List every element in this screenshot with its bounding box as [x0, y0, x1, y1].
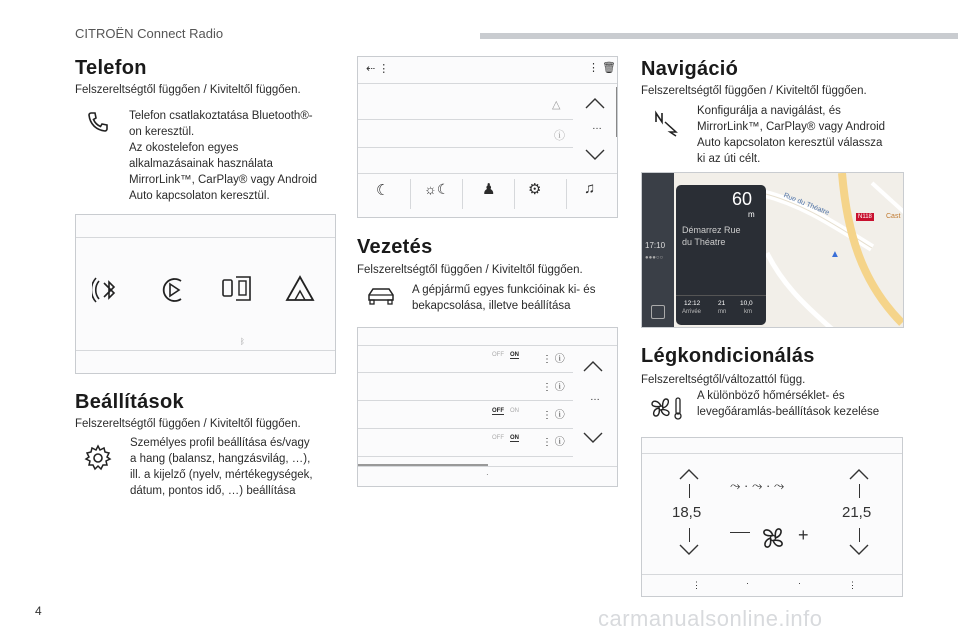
- warning-icon: △: [552, 99, 561, 111]
- beallitasok-title: Beállítások: [75, 391, 184, 413]
- legkondi-subtitle: Felszereltségtől/változattól függ.: [641, 374, 806, 386]
- driving-toggle[interactable]: OFF ON: [492, 408, 519, 414]
- driving-screen: [357, 327, 618, 487]
- legkondi-desc-line: A különböző hőmérséklet- és: [697, 390, 845, 402]
- toggle-info-icon[interactable]: ⋮ ⓘ: [542, 410, 565, 421]
- system-settings-icon[interactable]: ⚙: [528, 181, 542, 198]
- document-header-title: CITROËN Connect Radio: [75, 26, 224, 41]
- header-bar: [480, 33, 958, 39]
- clock-text: 17:10: [645, 241, 666, 250]
- more-icon[interactable]: …: [592, 121, 602, 132]
- temp-right-value: 21,5: [842, 504, 872, 521]
- page-number: 4: [35, 604, 42, 618]
- navigacio-desc-line: ki az úti célt.: [697, 153, 761, 165]
- instruction-line-2: du Théatre: [682, 237, 726, 247]
- temp-right-up-icon[interactable]: [848, 468, 870, 480]
- night-mode-icon[interactable]: ☾: [376, 182, 390, 199]
- page-dot: ·: [798, 578, 801, 588]
- telefon-subtitle: Felszereltségtől függően / Kiviteltől függően.: [75, 84, 301, 96]
- temp-right-down-icon[interactable]: [848, 544, 870, 556]
- fan-decrease-icon[interactable]: [730, 532, 750, 533]
- beallitasok-desc-line: Személyes profil beállítása és/vagy: [130, 437, 310, 449]
- beallitasok-desc-line: dátum, pontos idő, …) beállítása: [130, 485, 296, 497]
- legkondi-description: [697, 388, 879, 420]
- signal-icon: ●●●○○: [645, 255, 664, 261]
- driving-toggle[interactable]: OFF ON: [492, 352, 519, 358]
- vezetes-description: [412, 282, 595, 314]
- beallitasok-description: [130, 435, 313, 499]
- telefon-desc-line: Az okostelefon egyes: [129, 142, 239, 154]
- navigacio-desc-line: MirrorLink™, CarPlay® vagy Android: [697, 121, 886, 133]
- telefon-desc-line: Telefon csatlakoztatása Bluetooth®-: [129, 110, 313, 122]
- map-sidebar: [642, 173, 674, 328]
- beallitasok-subtitle: Felszereltségtől függően / Kiviteltől függően.: [75, 418, 301, 430]
- toggle-info-icon[interactable]: ⋮ ⓘ: [542, 354, 565, 365]
- more-icon[interactable]: …: [590, 392, 600, 403]
- play-media-icon[interactable]: [158, 275, 188, 305]
- page-dot: ·: [486, 470, 489, 479]
- bluetooth-small-icon: ᛒ: [240, 337, 245, 346]
- telefon-desc-line: alkalmazásainak használata: [129, 158, 273, 170]
- arrival-time: 12:12: [684, 300, 701, 307]
- vezetes-subtitle: Felszereltségtől függően / Kiviteltől függően.: [357, 264, 583, 276]
- scroll-down-icon[interactable]: [584, 149, 606, 161]
- settings-gear-icon: [84, 444, 112, 472]
- legkondi-title: Légkondicionálás: [641, 345, 815, 367]
- arrival-label: Arrivée: [682, 309, 702, 315]
- beallitasok-desc-line: a hang (balansz, hangzásvilág, …),: [130, 453, 311, 465]
- temp-left-up-icon[interactable]: [678, 468, 700, 480]
- toggle-info-icon[interactable]: ⋮ ⓘ: [542, 437, 565, 448]
- fan-increase-icon[interactable]: +: [798, 525, 809, 545]
- navigation-map[interactable]: [641, 172, 904, 328]
- audio-settings-icon[interactable]: ♫: [584, 180, 596, 197]
- home-square-icon[interactable]: [651, 305, 665, 319]
- telefon-description: [129, 108, 317, 204]
- profile-icon[interactable]: ♟: [482, 181, 496, 198]
- driving-toggle[interactable]: OFF ON: [492, 435, 519, 441]
- climate-fan-icon: [648, 394, 684, 422]
- telefon-desc-line: Auto kapcsolaton keresztül.: [129, 190, 270, 202]
- navigacio-description: [697, 103, 885, 167]
- navigacio-title: Navigáció: [641, 58, 739, 80]
- legkondi-desc-line: levegőáramlás-beállítások kezelése: [697, 406, 880, 418]
- watermark-text: carmanualsonline.info: [598, 606, 823, 631]
- menu-dots-icon[interactable]: ⋮: [692, 580, 701, 590]
- road-badge: N118: [858, 214, 872, 220]
- scroll-down-icon[interactable]: [582, 432, 604, 444]
- beallitasok-desc-line: ill. a kijelző (nyelv, mértékegységek,: [130, 469, 313, 481]
- remaining-unit: km: [744, 309, 752, 315]
- instruction-line-1: Démarrez Rue: [682, 225, 741, 235]
- duration-unit: mn: [718, 309, 727, 315]
- mirror-screen-icon[interactable]: [220, 273, 254, 305]
- fan-speed-icon: [759, 524, 787, 552]
- street-label: Rue du Théatre: [782, 192, 831, 217]
- airflow-mode-icons[interactable]: ⤳ · ⤳ · ⤳: [730, 478, 785, 493]
- phone-icon: [86, 110, 110, 134]
- temp-left-value: 18,5: [672, 504, 702, 521]
- bluetooth-icon[interactable]: [92, 273, 126, 307]
- vezetes-desc-line: A gépjármű egyes funkcióinak ki- és: [412, 284, 596, 296]
- temp-left-down-icon[interactable]: [678, 544, 700, 556]
- climate-screen: [641, 437, 903, 597]
- settings-screen: [357, 56, 618, 218]
- trash-icon[interactable]: ⋮ 🗑: [588, 62, 617, 74]
- telefon-desc-line: on keresztül.: [129, 126, 195, 138]
- duration-value: 21: [718, 300, 726, 307]
- compass-north-icon: [652, 110, 680, 138]
- scroll-up-icon[interactable]: [584, 97, 606, 109]
- navigacio-desc-line: Auto kapcsolaton keresztül válassza: [697, 137, 883, 149]
- day-night-icon[interactable]: ☼☾: [424, 181, 450, 197]
- navigation-card: [676, 185, 766, 325]
- telefon-desc-line: MirrorLink™, CarPlay® vagy Android: [129, 174, 318, 186]
- back-icon[interactable]: ⇠ ⋮: [366, 63, 390, 75]
- navigacio-desc-line: Konfigurálja a navigálást, és: [697, 105, 841, 117]
- toggle-info-icon[interactable]: ⋮ ⓘ: [542, 382, 565, 393]
- distance-unit: m: [748, 210, 755, 219]
- telefon-title: Telefon: [75, 57, 147, 79]
- page-dot: ·: [746, 578, 749, 588]
- position-arrow-icon: ▲: [830, 249, 840, 260]
- telefon-screen: [75, 214, 336, 374]
- android-auto-icon[interactable]: [284, 273, 316, 305]
- remaining-value: 10,0: [740, 300, 753, 307]
- vezetes-title: Vezetés: [357, 236, 433, 258]
- vezetes-desc-line: bekapcsolása, illetve beállítása: [412, 300, 571, 312]
- menu-dots-icon[interactable]: ⋮: [848, 580, 857, 590]
- distance-value: 60: [732, 189, 753, 209]
- info-icon: ⓘ: [554, 130, 565, 142]
- car-icon: [366, 284, 396, 308]
- place-label: Cast: [886, 213, 901, 220]
- navigacio-subtitle: Felszereltségtől függően / Kiviteltől függően.: [641, 85, 867, 97]
- scroll-up-icon[interactable]: [582, 360, 604, 372]
